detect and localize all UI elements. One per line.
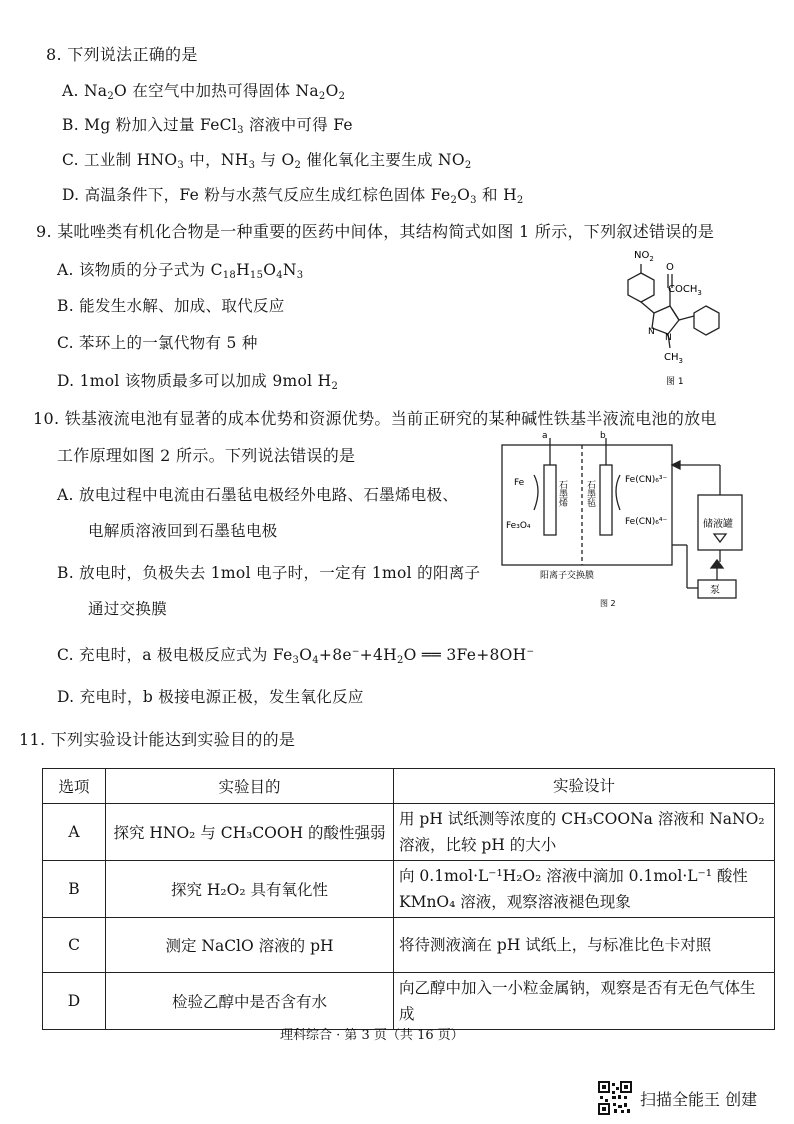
row-design: 向 0.1mol·L⁻¹H₂O₂ 溶液中滴加 0.1mol·L⁻¹ 酸性 KMnO₄ 溶液，观察溶液褪色现象: [394, 861, 775, 918]
svg-text:储液罐: 储液罐: [703, 519, 733, 530]
q10-option-b-line1: B. 放电时，负极失去 1mol 电子时，一定有 1mol 的阳离子: [57, 564, 481, 582]
q9-option-b: B. 能发生水解、加成、取代反应: [57, 297, 285, 315]
q8-option-b: B. Mg 粉加入过量 FeCl$_3$ 溶液中可得 Fe: [62, 116, 353, 136]
svg-text:石墨毡: 石墨毡: [585, 480, 595, 507]
q8-option-a: A. $Na_2O$ 在空气中加热可得固体 $Na_2O_2$: [62, 82, 346, 102]
q10-option-d: D. 充电时，b 极接电源正极，发生氧化反应: [57, 688, 364, 706]
q8-stem: 8. 下列说法正确的是: [46, 45, 198, 64]
table-header-purpose: 实验目的: [106, 769, 394, 804]
svg-text:阳离子交换膜: 阳离子交换膜: [540, 571, 595, 581]
figure-1-structure: [606, 240, 746, 390]
table-row: [43, 861, 775, 918]
figure-2-battery: [492, 430, 762, 610]
table-row: [43, 804, 775, 861]
table-header-design: 实验设计: [394, 769, 775, 804]
svg-text:b: b: [600, 431, 606, 441]
row-purpose: 探究 H₂O₂ 具有氧化性: [106, 861, 394, 918]
svg-text:Fe(CN)₆⁴⁻: Fe(CN)₆⁴⁻: [625, 517, 668, 527]
svg-text:CH3: $CH_3$: [664, 352, 683, 365]
q8-option-c: C. 工业制 $HNO_3$ 中，$NH_3$ 与 $O_2$ 催化氧化主要生成 $NO_2$: [62, 151, 472, 171]
svg-text:N: N: [665, 333, 672, 343]
q9-stem: 9. 某吡唑类有机化合物是一种重要的医药中间体，其结构简式如图 1 所示，下列叙述错误的是: [36, 222, 715, 241]
page-footer: 理科综合 · 第 3 页（共 16 页）: [280, 1028, 464, 1043]
row-option: C: [43, 918, 106, 973]
svg-text:O: O: [666, 262, 674, 273]
table-header-option: 选项: [43, 769, 106, 804]
row-design: 将待测液滴在 pH 试纸上，与标准比色卡对照: [394, 918, 775, 973]
row-option: B: [43, 861, 106, 918]
q9-option-a: A. 该物质的分子式为 $C_{18}H_{15}O_4N_3$: [57, 261, 304, 281]
svg-text:a: a: [542, 431, 548, 441]
figure-2-caption: 图 2: [600, 599, 616, 608]
table-row: [43, 973, 775, 1030]
table-row: [43, 918, 775, 973]
qr-code-icon: [598, 1081, 632, 1115]
row-design: 向乙醇中加入一小粒金属钠，观察是否有无色气体生成: [394, 973, 775, 1030]
scanner-watermark-text: 扫描全能王 创建: [640, 1089, 758, 1109]
scanner-watermark: [598, 1081, 757, 1115]
row-purpose: 检验乙醇中是否含有水: [106, 973, 394, 1030]
q10-option-b-line2: 通过交换膜: [88, 600, 168, 618]
row-design: 用 pH 试纸测等浓度的 CH₃COONa 溶液和 NaNO₂ 溶液，比较 pH 的大小: [394, 804, 775, 861]
svg-text:泵: 泵: [710, 585, 720, 596]
q10-stem-line2: 工作原理如图 2 所示。下列说法错误的是: [57, 446, 356, 465]
svg-text:NO2: $NO_2$: [634, 250, 654, 263]
q11-stem: 11. 下列实验设计能达到实验目的的是: [19, 730, 296, 749]
table-header-row: [43, 769, 775, 804]
figure-1-caption: 图 1: [666, 377, 684, 387]
svg-text:Fe₃O₄: Fe₃O₄: [506, 521, 531, 531]
svg-text:Fe(CN)₆³⁻: Fe(CN)₆³⁻: [625, 475, 668, 485]
q10-option-a-line2: 电解质溶液回到石墨毡电极: [88, 522, 278, 540]
row-purpose: 探究 HNO₂ 与 CH₃COOH 的酸性强弱: [106, 804, 394, 861]
q10-stem-line1: 10. 铁基液流电池有显著的成本优势和资源优势。当前正研究的某种碱性铁基半液流电池的放电: [33, 409, 717, 428]
q10-option-c: C. 充电时，a 极电极反应式为 $Fe_3O_4+8e^-+4H_2O$ ══ 3Fe+8OH−: [57, 646, 535, 666]
svg-text:COCH3: $COCH_3$: [668, 284, 702, 297]
svg-text:石墨烯: 石墨烯: [557, 480, 567, 507]
q8-option-d: D. 高温条件下，Fe 粉与水蒸气反应生成红棕色固体 $Fe_2O_3$ 和 $H_2$: [62, 186, 524, 206]
q9-option-d: D. 1mol 该物质最多可以加成 9mol $H_2$: [57, 372, 339, 392]
row-option: A: [43, 804, 106, 861]
experiment-table: [42, 768, 775, 1030]
svg-text:N: N: [648, 327, 655, 337]
q9-option-c: C. 苯环上的一氯代物有 5 种: [57, 334, 258, 352]
row-purpose: 测定 NaClO 溶液的 pH: [106, 918, 394, 973]
row-option: D: [43, 973, 106, 1030]
q10-option-a-line1: A. 放电过程中电流由石墨毡电极经外电路、石墨烯电极、: [57, 486, 459, 504]
svg-text:Fe: Fe: [514, 478, 525, 488]
